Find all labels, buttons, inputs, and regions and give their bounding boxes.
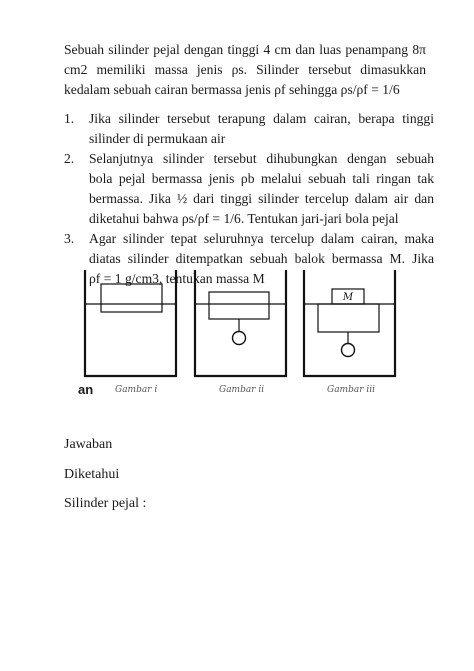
question-line: Selanjutnya silinder tersebut dihubungkan dengan sebuah: [89, 151, 434, 166]
intro-line: Sebuah silinder pejal dengan tinggi 4 cm dan luas penampang 8π: [64, 42, 426, 57]
question-item: [64, 149, 434, 229]
question-list: [64, 109, 434, 289]
cylinder: [101, 284, 162, 312]
question-line: ρf = 1 g/cm3, tentukan massa M: [89, 271, 265, 286]
figure-caption: Gambar ii: [219, 385, 265, 395]
cylinder: [209, 292, 269, 319]
answer-heading: Jawaban: [64, 437, 113, 452]
intro-line: kedalam sebuah cairan bermassa jenis ρf sehingga ρs/ρf = 1/6: [64, 82, 400, 97]
physics-figure: [78, 268, 400, 404]
question-line: diatas silinder ditempatkan sebuah balok bermassa M. Jika: [89, 251, 434, 266]
question-line: Agar silinder tepat seluruhnya tercelup dalam cairan, maka: [89, 231, 434, 246]
container-iii: [304, 270, 395, 376]
question-number: 2.: [64, 151, 75, 166]
container-i: [85, 270, 176, 376]
container-walls: [195, 270, 286, 376]
question-number: 3.: [64, 231, 75, 246]
question-line: Jika silinder tersebut terapung dalam cairan, berapa tinggi: [89, 111, 434, 126]
figure-caption: Gambar i: [115, 385, 158, 395]
question-line: silinder di permukaan air: [89, 131, 226, 146]
container-ii: [195, 270, 286, 376]
problem-intro: [64, 40, 426, 100]
cylinder: [318, 304, 379, 332]
intro-line: cm2 memiliki massa jenis ρs. Silinder tersebut dimasukkan: [64, 62, 426, 77]
question-line: bermassa. Jika ½ dari tinggi silinder tercelup dalam air dan: [89, 191, 434, 206]
answer-item: Silinder pejal :: [64, 496, 147, 511]
figure-caption: Gambar iii: [327, 385, 376, 395]
side-mark: an: [78, 382, 94, 397]
question-item: [64, 109, 434, 149]
block-label: M: [342, 292, 354, 303]
container-diagram: [78, 268, 400, 382]
known-heading: Diketahui: [64, 467, 120, 482]
question-number: 1.: [64, 111, 75, 126]
question-line: bola pejal bermassa jenis ρb melalui sebuah tali ringan tak: [89, 171, 434, 186]
question-line: diketahui bahwa ρs/ρf = 1/6. Tentukan jari-jari bola pejal: [89, 211, 399, 226]
sphere: [342, 344, 355, 357]
sphere: [233, 332, 246, 345]
